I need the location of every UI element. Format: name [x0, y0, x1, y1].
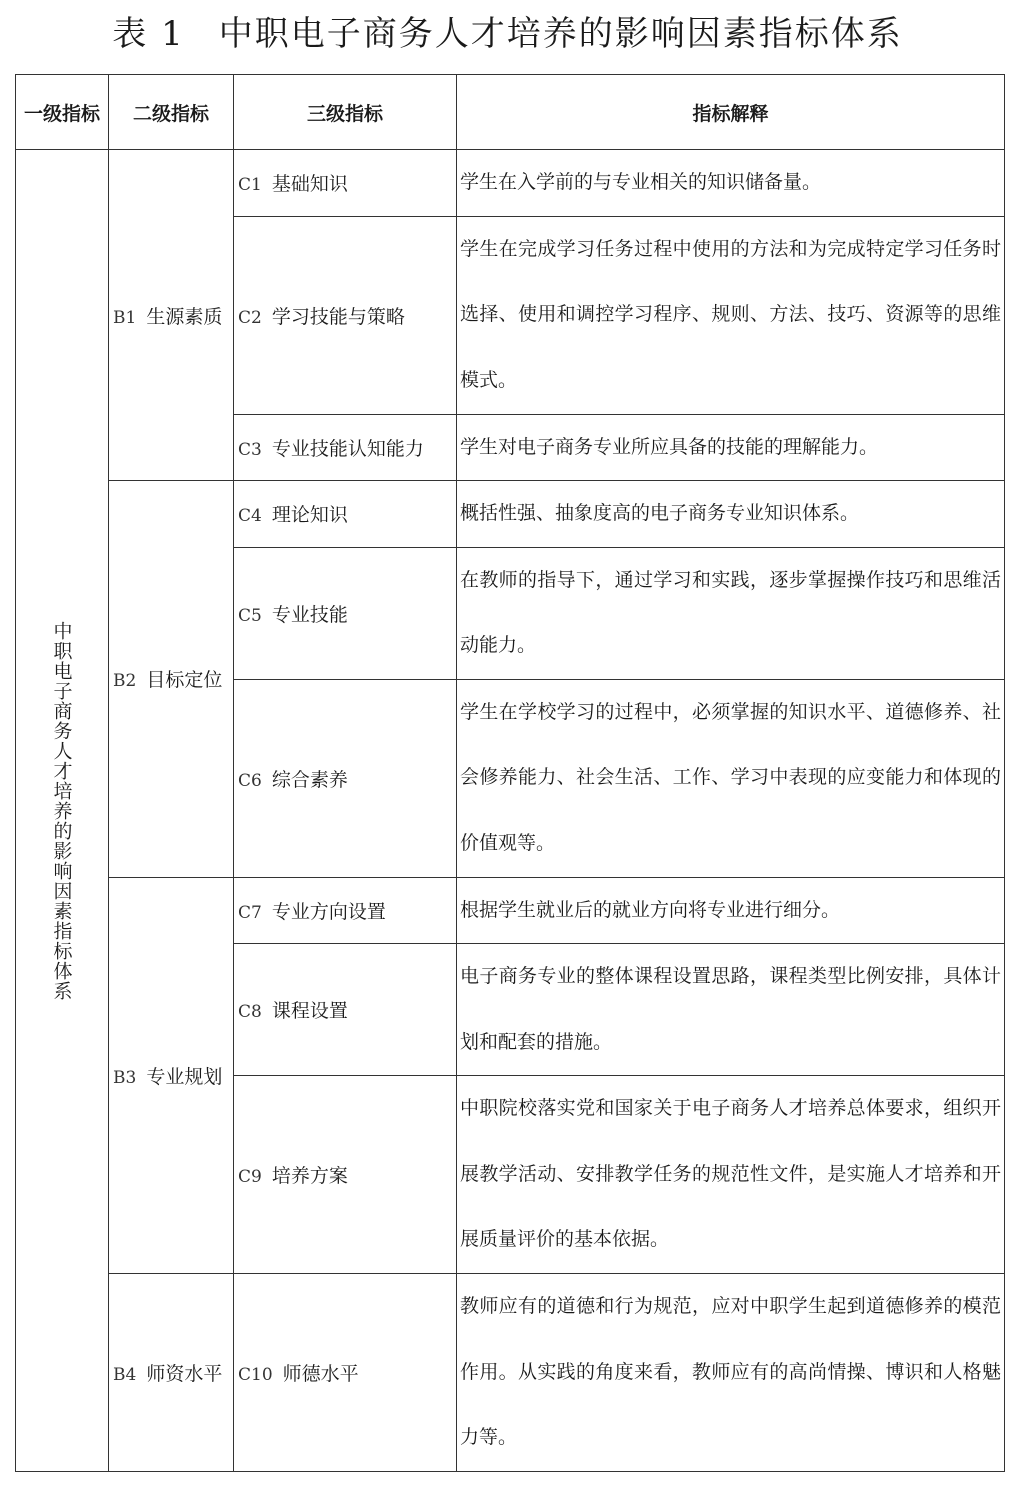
- header-level2: 二级指标: [109, 75, 234, 150]
- level3-name: 专业技能: [271, 603, 348, 626]
- explanation-cell: 概括性强、抽象度高的电子商务专业知识体系。: [457, 481, 1005, 548]
- explanation-cell: 教师应有的道德和行为规范，应对中职学生起到道德修养的模范作用。从实践的角度来看，教师应有的高尚情操、博识和人格魅力等。: [457, 1274, 1005, 1472]
- level3-name: 专业技能认知能力: [271, 437, 424, 460]
- table-title: [0, 6, 1015, 55]
- level3-code: C1: [238, 175, 262, 196]
- level3-cell: [234, 1076, 457, 1274]
- level3-code: C6: [238, 770, 262, 791]
- level2-name: 目标定位: [146, 669, 223, 692]
- level3-name: 学习技能与策略: [271, 305, 405, 328]
- level3-cell: [234, 150, 457, 217]
- level3-name: 综合素养: [271, 768, 348, 791]
- level2-cell: [109, 1274, 234, 1472]
- header-explanation: 指标解释: [457, 75, 1005, 150]
- header-row: [16, 75, 1005, 150]
- level2-code: B3: [113, 1067, 137, 1088]
- explanation-cell: 根据学生就业后的就业方向将专业进行细分。: [457, 877, 1005, 944]
- level1-cell: [16, 150, 109, 1472]
- explanation-cell: 学生对电子商务专业所应具备的技能的理解能力。: [457, 414, 1005, 481]
- table-number: 表 1: [112, 14, 185, 54]
- level3-code: C8: [238, 1002, 262, 1022]
- explanation-cell: 中职院校落实党和国家关于电子商务人才培养总体要求，组织开展教学活动、安排教学任务的规范性文件，是实施人才培养和开展质量评价的基本依据。: [457, 1076, 1005, 1274]
- level1-label: 中职电子商务人才培养的影响因素指标体系: [50, 620, 73, 1001]
- explanation-cell: 学生在完成学习任务过程中使用的方法和为完成特定学习任务时选择、使用和调控学习程序、规则、方法、技巧、资源等的思维模式。: [457, 216, 1005, 414]
- explanation-cell: 电子商务专业的整体课程设置思路，课程类型比例安排，具体计划和配套的措施。: [457, 944, 1005, 1076]
- level3-cell: [234, 1274, 457, 1472]
- level3-code: C4: [238, 506, 262, 527]
- level3-name: 专业方向设置: [271, 900, 386, 923]
- level3-name: 课程设置: [271, 1000, 348, 1022]
- level3-code: C2: [238, 307, 262, 328]
- level3-cell: [234, 414, 457, 481]
- indicator-table: [15, 74, 1005, 1472]
- level3-code: C5: [238, 605, 262, 626]
- level2-cell: [109, 481, 234, 878]
- level3-code: C3: [238, 439, 262, 460]
- explanation-cell: 学生在学校学习的过程中，必须掌握的知识水平、道德修养、社会修养能力、社会生活、工作、学习中表现的应变能力和体现的价值观等。: [457, 679, 1005, 877]
- level3-cell: [234, 944, 457, 1076]
- level2-cell: [109, 150, 234, 481]
- level2-name: 专业规划: [146, 1065, 223, 1088]
- header-level1: 一级指标: [16, 75, 109, 150]
- header-level3: 三级指标: [234, 75, 457, 150]
- level3-name: 理论知识: [271, 504, 348, 527]
- table-row: [16, 877, 1005, 944]
- level3-name: 基础知识: [271, 173, 348, 196]
- level2-cell: [109, 877, 234, 1274]
- level3-cell: [234, 481, 457, 548]
- explanation-cell: 学生在入学前的与专业相关的知识储备量。: [457, 150, 1005, 217]
- table-row: [16, 481, 1005, 548]
- level3-code: C9: [238, 1167, 262, 1187]
- explanation-cell: 在教师的指导下，通过学习和实践，逐步掌握操作技巧和思维活动能力。: [457, 547, 1005, 679]
- level2-code: B2: [113, 671, 137, 692]
- level3-name: 师德水平: [282, 1363, 359, 1385]
- level2-name: 师资水平: [146, 1363, 223, 1385]
- level3-code: C10: [238, 1365, 273, 1385]
- level2-code: B4: [113, 1365, 137, 1385]
- level3-cell: [234, 216, 457, 414]
- level2-code: B1: [113, 307, 137, 328]
- level3-cell: [234, 877, 457, 944]
- table-row: [16, 150, 1005, 217]
- level3-cell: [234, 679, 457, 877]
- level3-name: 培养方案: [271, 1165, 348, 1187]
- level3-code: C7: [238, 902, 262, 923]
- table-row: [16, 1274, 1005, 1472]
- level2-name: 生源素质: [146, 305, 223, 328]
- table-caption: 中职电子商务人才培养的影响因素指标体系: [218, 14, 903, 54]
- level3-cell: [234, 547, 457, 679]
